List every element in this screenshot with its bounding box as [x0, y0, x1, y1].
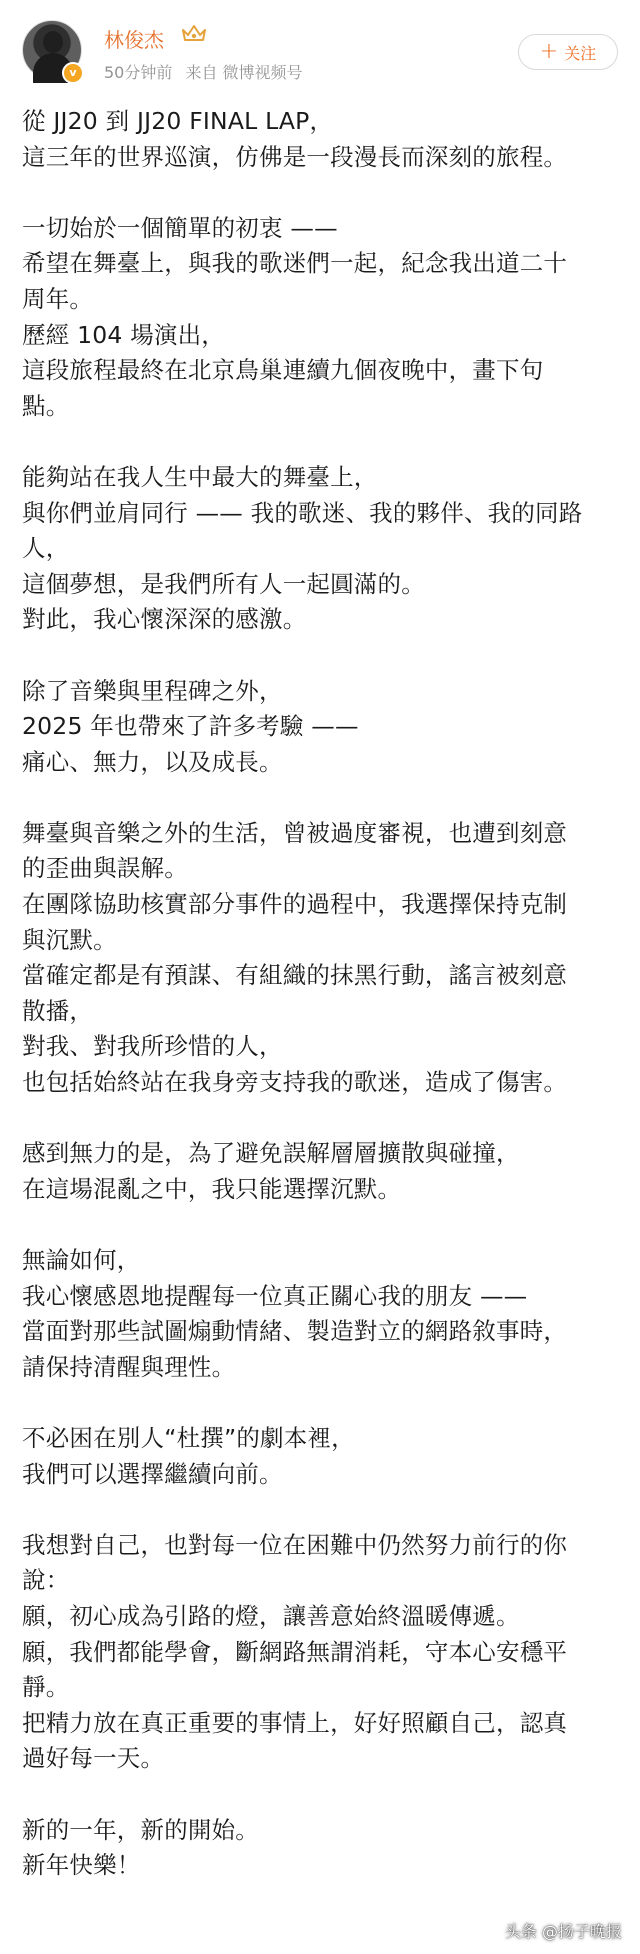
post-body: [22, 104, 622, 1919]
post-time: 50分钟前: [104, 63, 173, 82]
post-paragraph: [22, 1528, 622, 1777]
post-text-line: 除了音樂與里程碑之外，: [22, 676, 283, 705]
post-text-line: 我想對自己，也對每一位在困難中仍然努力前行的你: [22, 1530, 568, 1559]
post-text-line: 說：: [22, 1566, 70, 1595]
post-text-line: 與沉默。: [22, 925, 117, 954]
watermark: 头条 @扬子晚报: [504, 1922, 622, 1941]
post-text-line: 對此，我心懷深深的感激。: [22, 605, 307, 634]
post-text-line: 歷經 104 場演出，: [22, 320, 225, 349]
post-text-line: 新的一年，新的開始。: [22, 1815, 259, 1844]
verified-badge-icon: v: [62, 62, 84, 84]
post-text-line: 這三年的世界巡演，仿佛是一段漫長而深刻的旅程。: [22, 142, 568, 171]
post-header: [0, 0, 640, 100]
post-text-line: 對我、對我所珍惜的人，: [22, 1032, 283, 1061]
post-meta: [104, 60, 311, 83]
post-paragraph: [22, 211, 622, 425]
post-text-line: 點。: [22, 391, 70, 420]
post-paragraph: [22, 104, 622, 175]
post-text-line: 這個夢想，是我們所有人一起圓滿的。: [22, 569, 425, 598]
post-paragraph: [22, 816, 622, 1101]
post-text-line: 無論如何，: [22, 1246, 141, 1274]
post-text-line: 在團隊協助核實部分事件的過程中，我選擇保持克制: [22, 890, 568, 919]
post-text-line: 願，我們都能學會，斷網路無謂消耗，守本心安穩平: [22, 1637, 568, 1666]
post-paragraph: [22, 674, 622, 781]
post-paragraph: [22, 1243, 622, 1385]
post-text-line: 當面對那些試圖煽動情緒、製造對立的網路敘事時，: [22, 1317, 568, 1346]
post-text-line: 當確定都是有預謀、有組織的抹黑行動，謠言被刻意: [22, 961, 568, 990]
post-text-line: 與你們並肩同行 —— 我的歌迷、我的夥伴、我的同路: [22, 498, 583, 527]
post-source: 来自 微博视频号: [185, 63, 303, 82]
post-text-line: 希望在舞臺上，與我的歌迷們一起，紀念我出道二十: [22, 249, 568, 278]
post-text-line: 我們可以選擇繼續向前。: [22, 1459, 283, 1488]
post-text-line: 新年快樂！: [22, 1851, 141, 1880]
post-text-line: 2025 年也帶來了許多考驗 ——: [22, 712, 359, 741]
follow-button[interactable]: [518, 34, 618, 70]
follow-label: 关注: [564, 43, 597, 63]
post-text-line: 不必困在別人“杜撰”的劇本裡，: [22, 1423, 355, 1452]
post-text-line: 感到無力的是，為了避免誤解層層擴散與碰撞，: [22, 1139, 520, 1168]
post-text-line: 願，初心成為引路的燈，讓善意始終溫暖傳遞。: [22, 1601, 520, 1630]
post-text-line: 我心懷感恩地提醒每一位真正關心我的朋友 ——: [22, 1281, 528, 1310]
post-text-line: 在這場混亂之中，我只能選擇沉默。: [22, 1174, 402, 1203]
post-text-line: 把精力放在真正重要的事情上，好好照顧自己，認真: [22, 1708, 568, 1737]
post-text-line: 一切始於一個簡單的初衷 ——: [22, 213, 338, 242]
post-text-line: 能夠站在我人生中最大的舞臺上，: [22, 462, 378, 491]
post-text-line: 周年。: [22, 284, 94, 313]
post-paragraph: [22, 1421, 622, 1492]
post-paragraph: [22, 1136, 622, 1207]
post-paragraph: [22, 1813, 622, 1884]
avatar-head: [43, 31, 63, 53]
post-text-line: 舞臺與音樂之外的生活，曾被過度審視，也遭到刻意: [22, 818, 568, 847]
post-text-line: 痛心、無力，以及成長。: [22, 747, 283, 776]
post-text-line: 散播，: [22, 996, 94, 1025]
post-text-line: 人，: [22, 534, 70, 563]
plus-icon: +: [539, 39, 559, 64]
post-text-line: 的歪曲與誤解。: [22, 854, 188, 883]
post-text-line: 也包括始終站在我身旁支持我的歌迷，造成了傷害。: [22, 1068, 568, 1097]
post-text-line: 靜。: [22, 1673, 70, 1702]
vip-crown-icon: [180, 22, 208, 44]
post-text-line: 請保持清醒與理性。: [22, 1352, 236, 1381]
post-text-line: 從 JJ20 到 JJ20 FINAL LAP，: [22, 107, 334, 135]
username[interactable]: 林俊杰: [104, 28, 164, 52]
post-paragraph: [22, 460, 622, 638]
post-text-line: 這段旅程最終在北京鳥巢連續九個夜晚中，畫下句: [22, 356, 544, 385]
post-text-line: 過好每一天。: [22, 1744, 165, 1773]
